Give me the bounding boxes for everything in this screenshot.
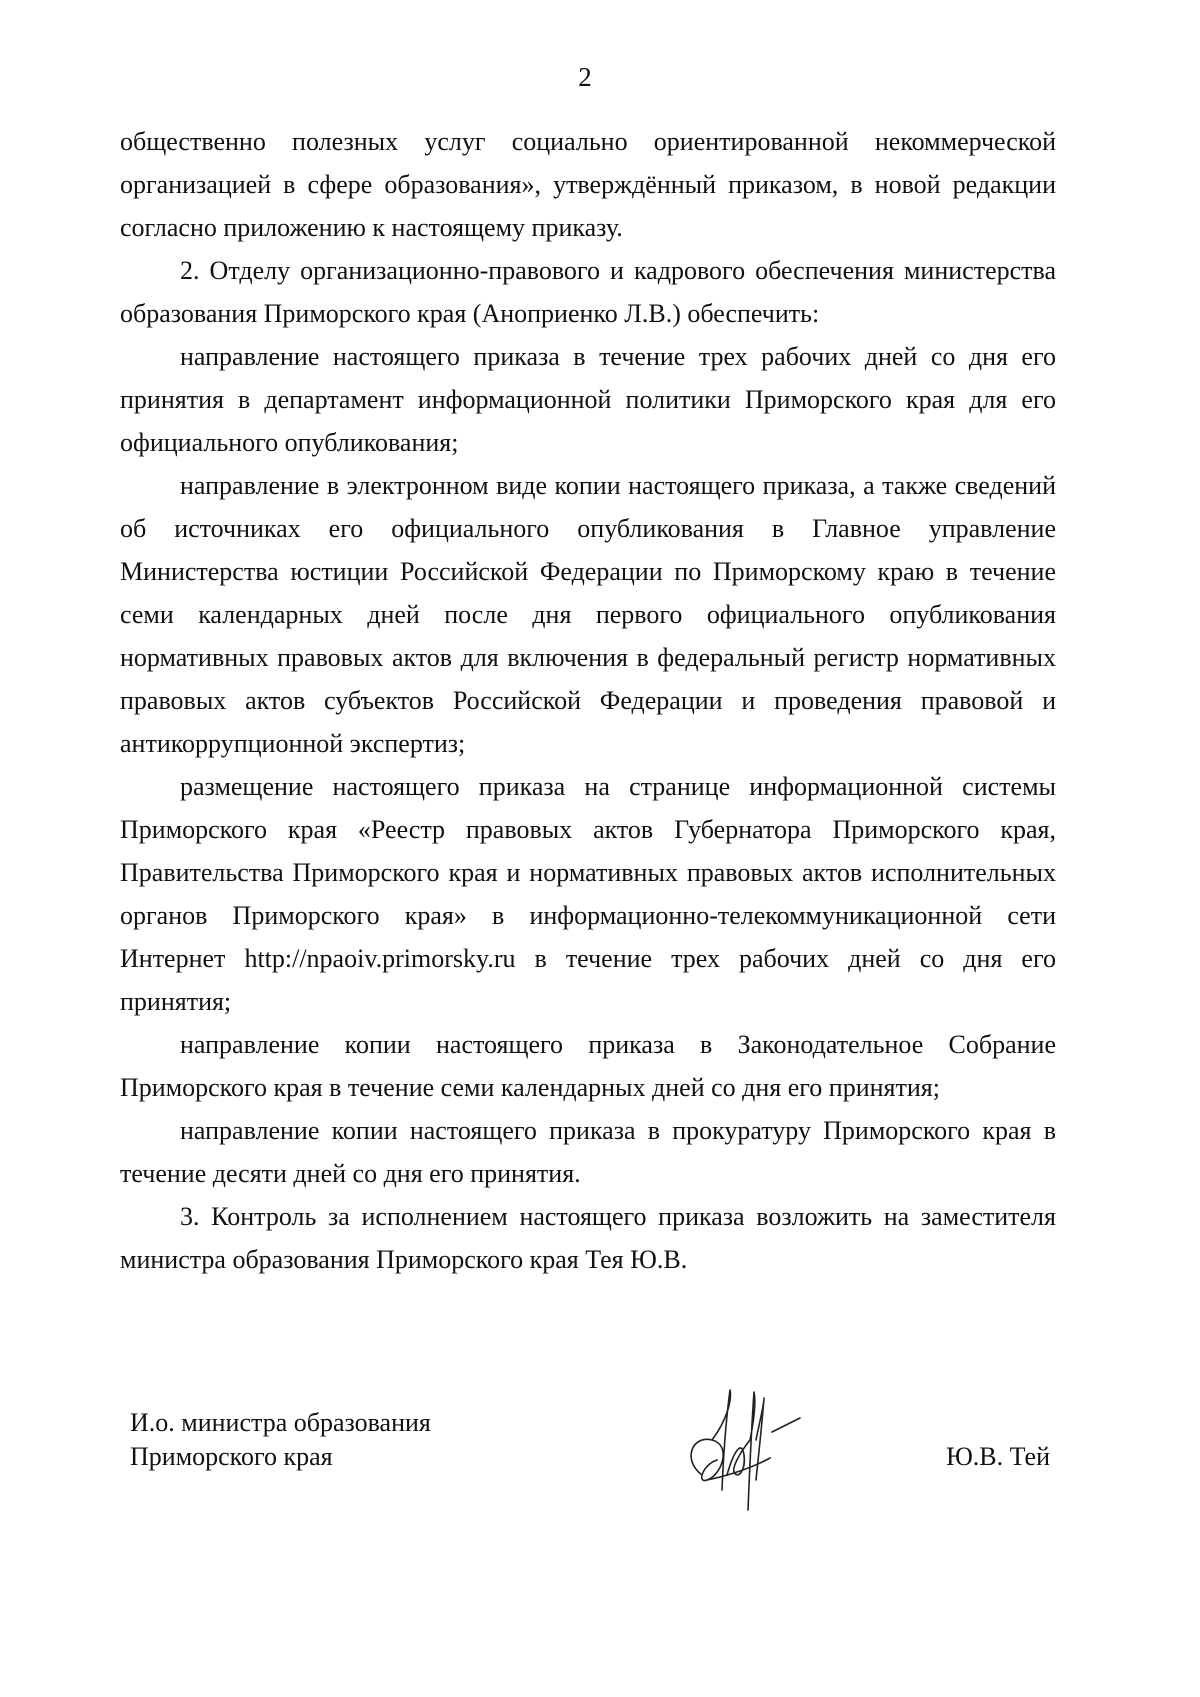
document-body [120, 120, 1056, 1281]
signatory-name: Ю.В. Тей [946, 1442, 1050, 1471]
page-number: 2 [578, 62, 592, 92]
paragraph-continuation: общественно полезных услуг социально ориентированной некоммерческой организацией в сфере образования», утверждённый приказом, в новой редакции согласно приложению к настоящему приказу. [120, 127, 1056, 242]
signatory-position-line2: Приморского края [130, 1442, 333, 1471]
signatory-position-line1: И.о. министра образования [130, 1408, 431, 1437]
paragraph-item-3: 3. Контроль за исполнением настоящего приказа возложить на заместителя министра образования Приморского края Тея Ю.В. [120, 1202, 1056, 1274]
paragraph-registry-placement: размещение настоящего приказа на странице информационной системы Приморского края «Реестр правовых актов Губернатора Приморского края, Правительства Приморского края и нормативных правовых актов исполнительных органов Приморского края» в информационно-телекоммуникационной сети Интернет http://npaoiv.primorsky.ru в течение трех рабочих дней со дня его принятия; [120, 772, 1056, 1016]
handwritten-signature [672, 1380, 822, 1520]
signatory-position [130, 1406, 431, 1474]
paragraph-publication: направление настоящего приказа в течение трех рабочих дней со дня его принятия в департамент информационной политики Приморского края для его официального опубликования; [120, 342, 1056, 457]
paragraph-prosecutor: направление копии настоящего приказа в прокуратуру Приморского края в течение десяти дней со дня его принятия. [120, 1116, 1056, 1188]
paragraph-item-2: 2. Отделу организационно-правового и кадрового обеспечения министерства образования Приморского края (Аноприенко Л.В.) обеспечить: [120, 256, 1056, 328]
paragraph-legislative-assembly: направление копии настоящего приказа в Законодательное Собрание Приморского края в течение семи календарных дней со дня его принятия; [120, 1030, 1056, 1102]
paragraph-ministry-of-justice: направление в электронном виде копии настоящего приказа, а также сведений об источниках его официального опубликования в Главное управление Министерства юстиции Российской Федерации по Приморскому краю в течение семи календарных дней после дня первого официального опубликования нормативных правовых актов для включения в федеральный регистр нормативных правовых актов субъектов Российской Федерации и проведения правовой и антикоррупционной экспертиз; [120, 471, 1056, 758]
